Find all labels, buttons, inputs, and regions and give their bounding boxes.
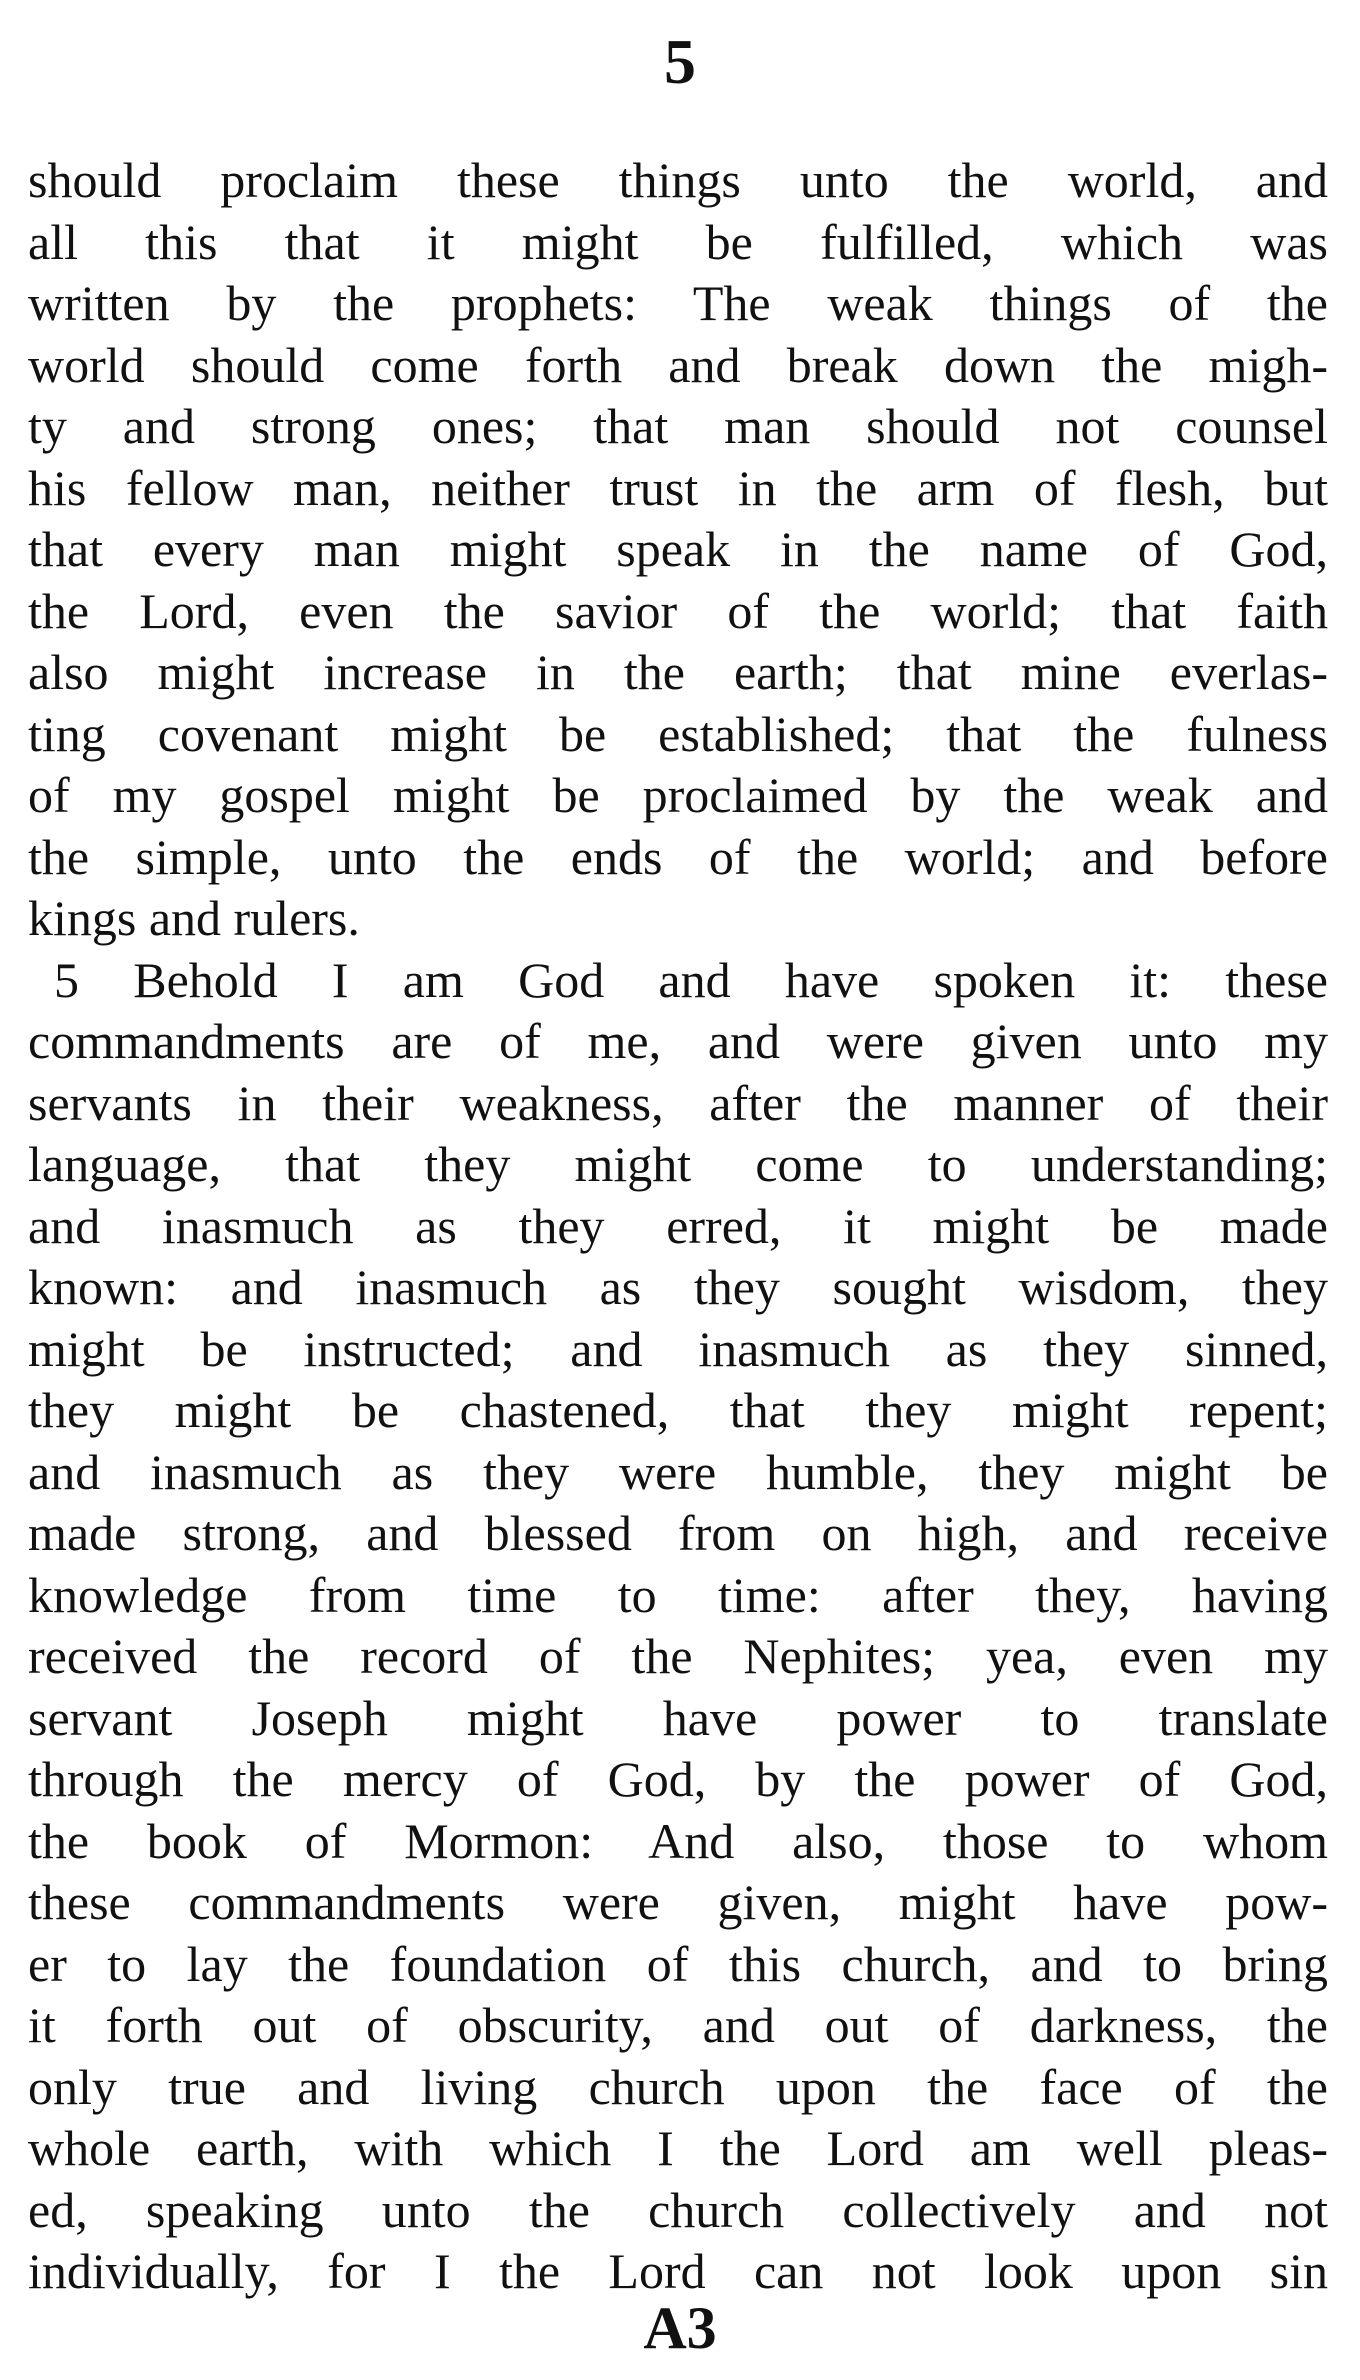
text-line: and inasmuch as they erred, it might be made: [28, 1197, 1328, 1254]
text-line: all this that it might be fulfilled, which was: [28, 213, 1328, 270]
text-line: also might increase in the earth; that mine everlas-: [28, 644, 1328, 700]
text-line: of my gospel might be proclaimed by the weak and: [28, 767, 1328, 823]
text-line: his fellow man, neither trust in the arm of flesh, but: [28, 459, 1328, 516]
text-line: world should come forth and break down the migh-: [28, 336, 1328, 393]
text-line: servant Joseph might have power to translate: [28, 1689, 1328, 1746]
text-line: language, that they might come to understanding;: [28, 1136, 1328, 1192]
text-line: they might be chastened, that they might repent;: [28, 1382, 1328, 1438]
text-line: servants in their weakness, after the manner of their: [28, 1074, 1328, 1131]
paragraph-end-line: kings and rulers.: [28, 890, 360, 946]
text-line: only true and living church upon the face of the: [28, 2058, 1328, 2115]
verse-5-start-line: 5 Behold I am God and have spoken it: these: [54, 951, 1328, 1008]
text-line: ting covenant might be established; that the fulness: [28, 705, 1328, 762]
text-line: ty and strong ones; that man should not counsel: [28, 398, 1328, 454]
text-line: and inasmuch as they were humble, they might be: [28, 1443, 1328, 1500]
text-line: er to lay the foundation of this church, and to bring: [28, 1935, 1328, 1992]
text-line: made strong, and blessed from on high, and receive: [28, 1505, 1328, 1561]
text-line: might be instructed; and inasmuch as they sinned,: [28, 1320, 1328, 1377]
text-line: that every man might speak in the name of God,: [28, 521, 1328, 577]
text-line: the Lord, even the savior of the world; that faith: [28, 582, 1328, 639]
text-line: should proclaim these things unto the world, and: [28, 152, 1328, 208]
text-line: through the mercy of God, by the power of God,: [28, 1751, 1328, 1807]
text-line: commandments are of me, and were given unto my: [28, 1013, 1328, 1069]
page-number: 5: [664, 26, 696, 97]
text-line: knowledge from time to time: after they, having: [28, 1566, 1328, 1623]
body-text: [28, 150, 1328, 2303]
text-line: the simple, unto the ends of the world; and before: [28, 828, 1328, 885]
text-line: the book of Mormon: And also, those to whom: [28, 1812, 1328, 1869]
signature-mark: A3: [643, 2295, 717, 2361]
text-line: these commandments were given, might have pow-: [28, 1874, 1328, 1930]
text-line: ed, speaking unto the church collectively and not: [28, 2181, 1328, 2238]
text-line: known: and inasmuch as they sought wisdom, they: [28, 1259, 1328, 1315]
text-line: it forth out of obscurity, and out of darkness, the: [28, 1997, 1328, 2053]
text-line: whole earth, with which I the Lord am well pleas-: [28, 2120, 1328, 2176]
text-line: individually, for I the Lord can not look upon sin: [28, 2243, 1328, 2299]
text-line: received the record of the Nephites; yea, even my: [28, 1628, 1328, 1684]
text-line: written by the prophets: The weak things of the: [28, 275, 1328, 331]
